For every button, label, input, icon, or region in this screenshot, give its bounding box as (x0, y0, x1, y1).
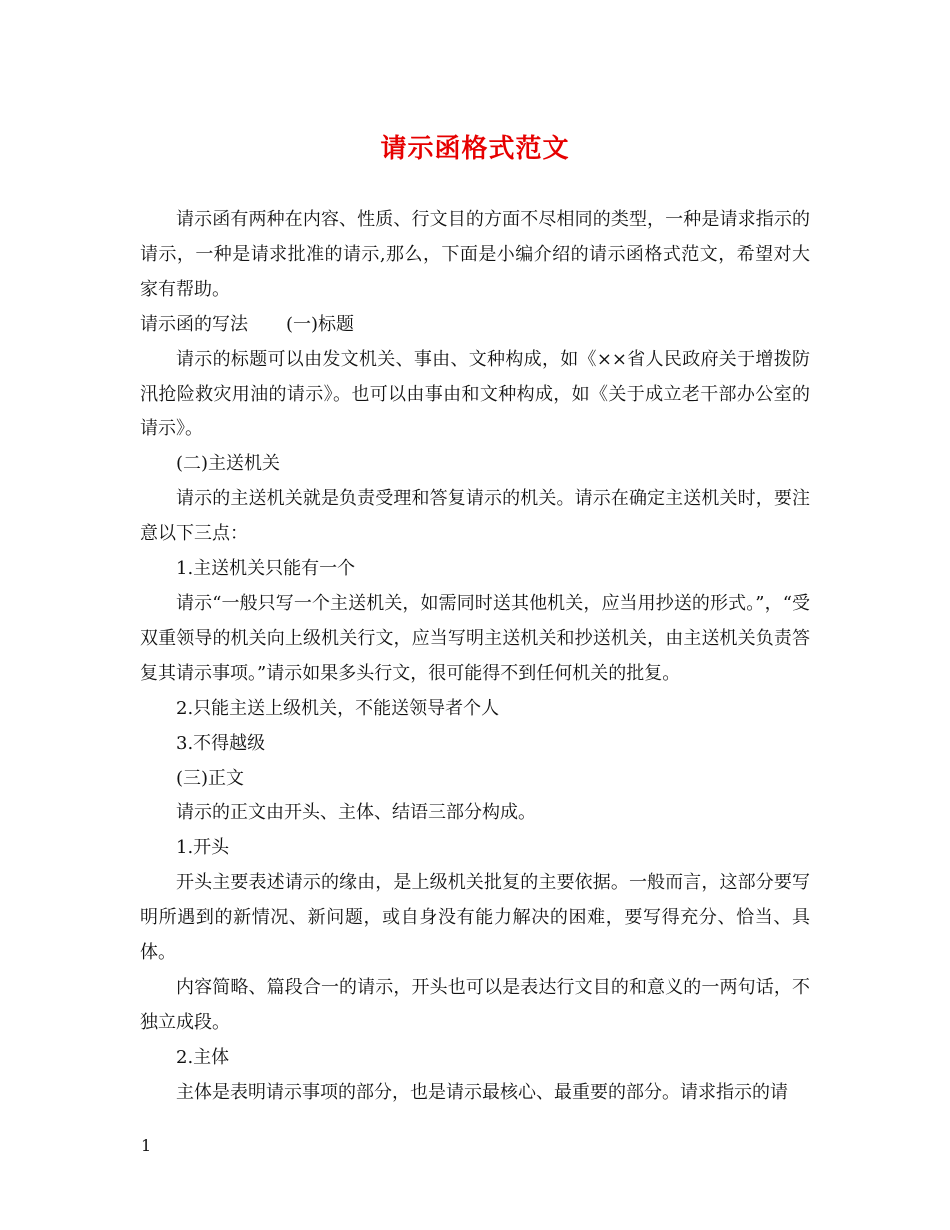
list-item-3: 3.不得越级 (176, 732, 266, 754)
document-body (140, 203, 810, 1111)
paragraph-opening-brief: 内容简略、篇段合一的请示，开头也可以是表达行文目的和意义的一两句话，不独立成段。 (140, 976, 810, 1033)
list-item-main: 2.主体 (176, 1046, 230, 1068)
paragraph-heading-line (140, 308, 810, 343)
subheading-recipient: (二)主送机关 (176, 453, 281, 475)
paragraph-recipient-rule: 请示的主送机关就是负责受理和答复请示的机关。请示在确定主送机关时，要注意以下三点： (140, 488, 810, 545)
list-item-2: 2.只能主送上级机关，不能送领导者个人 (176, 697, 500, 719)
section-heading: 请示函的写法 (140, 313, 248, 335)
document-title: 请示函格式范文 (380, 134, 570, 164)
list-item-opening: 1.开头 (176, 837, 230, 859)
paragraph-single-recipient: 请示“一般只写一个主送机关，如需同时送其他机关，应当用抄送的形式。”，“受双重领导的机关向上级机关行文，应当写明主送机关和抄送机关，由主送机关负责答复其请示事项。”请示如果多头行文，很可能得不到任何机关的批复。 (140, 592, 810, 684)
paragraph-body-structure: 请示的正文由开头、主体、结语三部分构成。 (176, 802, 536, 824)
list-item-1: 1.主送机关只能有一个 (176, 558, 356, 580)
subheading-title: (一)标题 (286, 313, 355, 335)
paragraph-title-rule: 请示的标题可以由发文机关、事由、文种构成，如《××省人民政府关于增拨防汛抢险救灾用油的请示》。也可以由事由和文种构成，如《关于成立老干部办公室的请示》。 (140, 348, 810, 440)
page-number: 1 (141, 1136, 152, 1155)
paragraph-opening: 开头主要表述请示的缘由，是上级机关批复的主要依据。一般而言，这部分要写明所遇到的新情况、新问题，或自身没有能力解决的困难，要写得充分、恰当、具体。 (140, 872, 810, 964)
paragraph-main: 主体是表明请示事项的部分，也是请示最核心、最重要的部分。请求指示的请 (176, 1081, 788, 1103)
subheading-body: (三)正文 (176, 767, 245, 789)
paragraph-intro: 请示函有两种在内容、性质、行文目的方面不尽相同的类型，一种是请求指示的请示，一种是请求批准的请示,那么，下面是小编介绍的请示函格式范文，希望对大家有帮助。 (140, 209, 810, 300)
